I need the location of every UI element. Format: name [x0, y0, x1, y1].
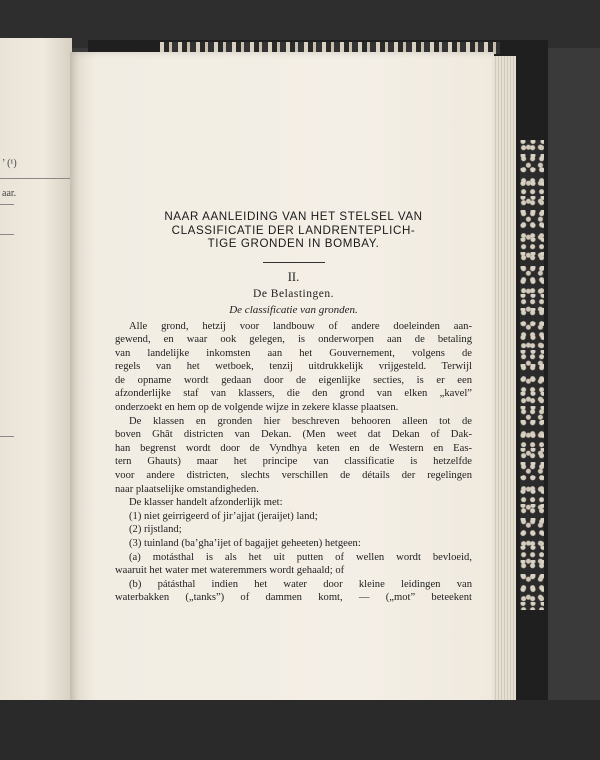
- left-page-fragment: aar.: [2, 188, 17, 199]
- text-line: han begrenst wordt door de Vyndhya keten en de Western en Eas-: [115, 442, 472, 454]
- title-line: CLASSIFICATIE DER LANDRENTEPLICH-: [171, 223, 416, 237]
- list-item: (2) rijstland;: [129, 524, 182, 536]
- text-line: voor andere districten, slechts verschillen de détails der regelingen: [115, 470, 472, 482]
- paragraph: [115, 320, 472, 415]
- list-item: (3) tuinland (ba’gha’ijet of bagajjet geheeten) hetgeen:: [129, 538, 361, 549]
- text-line: (b) pátásthal indien het water door kleine leidingen van: [129, 578, 472, 590]
- text-line: gewend, en waar ook gelegen, is onderworpen aan de betaling: [115, 334, 472, 346]
- section-number: II.: [287, 269, 300, 284]
- left-page-rule: [0, 234, 14, 235]
- text-line: de opname wordt gedaan door de eigenlijke secties, is er een: [115, 374, 472, 386]
- text-line: naar plaatselijke omstandigheden.: [115, 483, 259, 495]
- marbled-edge-right: [520, 140, 544, 610]
- text-line: tern Ghauts) maar het principe van classificatie is hetzelfde: [115, 456, 472, 468]
- text-line: Alle grond, hetzij voor landbouw of andere doeleinden aan-: [129, 320, 472, 332]
- page-content: [115, 210, 472, 605]
- text-line: waaruit het water met wateremmers wordt gehaald; of: [115, 565, 345, 577]
- paragraph: [115, 415, 472, 497]
- list-item: (1) niet geirrigeerd of jir’ajjat (jeraijet) land;: [129, 510, 318, 522]
- text-line: afzonderlijke staf van klassers, die den grond van elken „kavel”: [115, 388, 472, 400]
- paragraph: [115, 551, 472, 578]
- text-line: waterbakken („tanks”) of dammen komt, — („mot” beteekent: [115, 592, 472, 604]
- text-line: regels van het wetboek, tenzij uitdrukkelijk vrijgesteld. Terwijl: [115, 361, 472, 373]
- text-line: (a) motásthal is als het uit putten of wellen wordt bevloeid,: [129, 551, 472, 563]
- left-page-rule: [0, 178, 70, 179]
- section-heading: De Belastingen.: [253, 287, 334, 300]
- text-line: onderzoekt en hem op de volgende wijze in zekere klasse plaatsen.: [115, 402, 399, 414]
- book-page: [70, 52, 494, 720]
- page-title: [115, 210, 472, 251]
- title-line: NAAR AANLEIDING VAN HET STELSEL VAN: [164, 210, 423, 223]
- left-page-rule: [0, 204, 14, 205]
- text-line: De klasser handelt afzonderlijk met:: [129, 497, 283, 509]
- scan-background-bottom: [0, 700, 600, 760]
- text-line: boven Ghât districten van Dekan. (Men weet dat Dekan of Dak-: [115, 429, 472, 441]
- title-divider: [263, 262, 325, 263]
- left-page-fragment: ’ (¹): [2, 158, 17, 169]
- section-subheading: De classificatie van gronden.: [229, 303, 358, 316]
- text-line: De klassen en gronden hier beschreven behooren alleen tot de: [129, 415, 472, 427]
- left-page-rule: [0, 436, 14, 437]
- paragraph: [115, 578, 472, 605]
- text-line: van landelijke inkomsten aan het Gouvernement, volgens de: [115, 347, 472, 359]
- left-page: [0, 38, 72, 718]
- title-line: TIGE GRONDEN IN BOMBAY.: [207, 237, 380, 250]
